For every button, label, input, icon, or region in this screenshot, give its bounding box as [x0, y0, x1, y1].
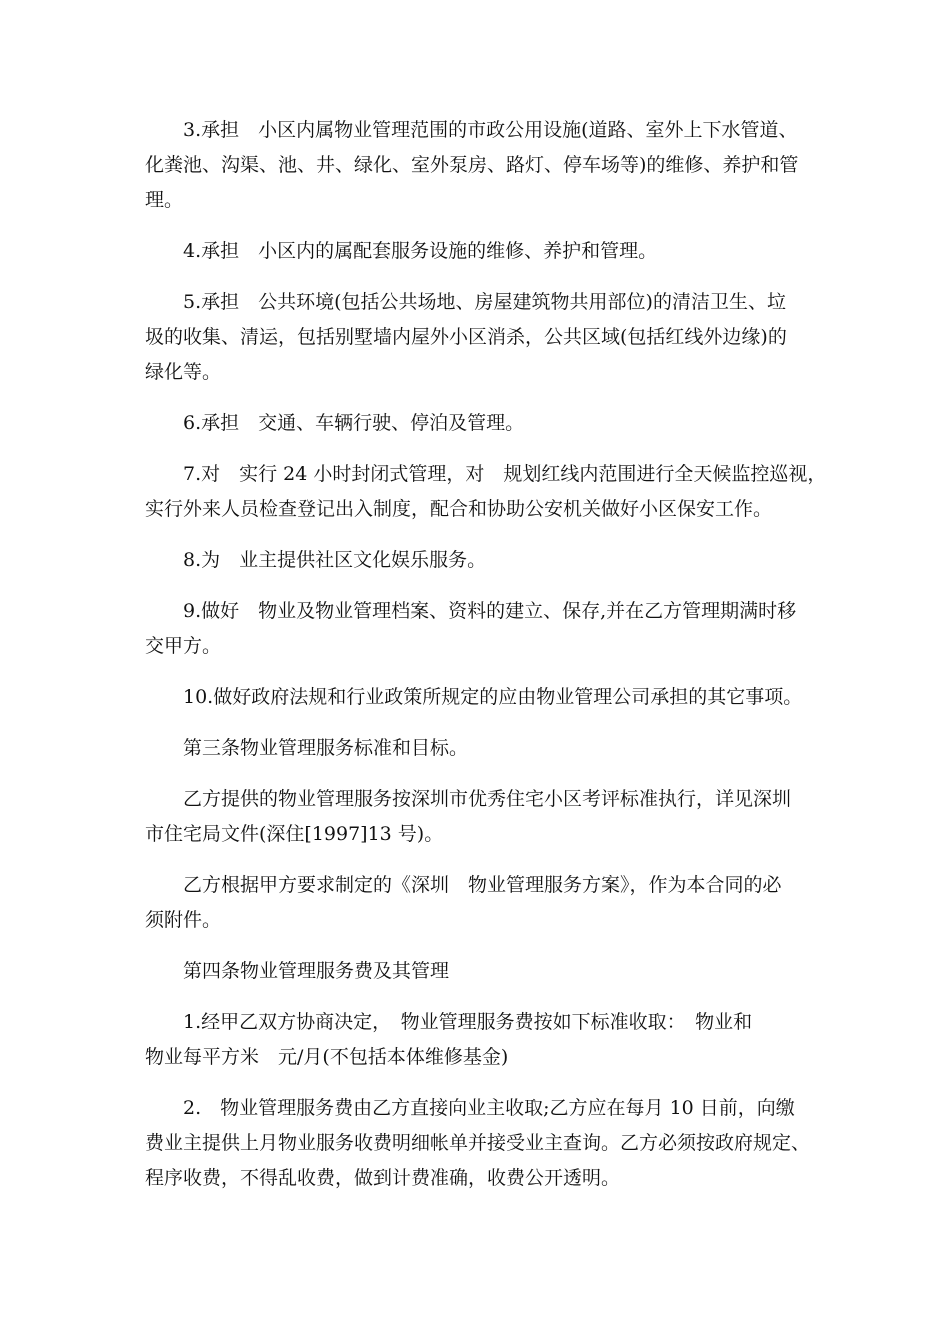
paragraph-article-4-clause-1 [145, 1005, 815, 1075]
text-line: 程序收费，不得乱收费，做到计费准确，收费公开透明。 [145, 1167, 621, 1189]
paragraph-clause-5 [145, 285, 815, 390]
paragraph-article-3-plan [145, 868, 815, 938]
paragraph-article-4-clause-2 [145, 1091, 815, 1196]
text-line: 乙方根据甲方要求制定的《深圳 物业管理服务方案》，作为本合同的必 [183, 874, 782, 896]
text-line: 理。 [145, 189, 184, 211]
text-line: 化粪池、沟渠、池、井、绿化、室外泵房、路灯、停车场等)的维修、养护和管 [145, 154, 799, 176]
text-line: 绿化等。 [145, 361, 222, 383]
text-line: 8.为 业主提供社区文化娱乐服务。 [183, 549, 487, 571]
text-line: 须附件。 [145, 909, 222, 931]
text-line: 7.对 实行 24 小时封闭式管理，对 规划红线内范围进行全天候监控巡视， [183, 463, 827, 485]
paragraph-article-3-standard [145, 782, 815, 852]
paragraph-clause-7 [145, 457, 827, 527]
paragraph-clause-8 [145, 543, 815, 578]
document-body [145, 113, 827, 1212]
text-line: 第四条物业管理服务费及其管理 [183, 960, 450, 982]
paragraph-clause-3 [145, 113, 815, 218]
paragraph-clause-6 [145, 406, 815, 441]
text-line: 2. 物业管理服务费由乙方直接向业主收取;乙方应在每月 10 日前，向缴 [183, 1097, 795, 1119]
text-line: 交甲方。 [145, 635, 222, 657]
text-line: 乙方提供的物业管理服务按深圳市优秀住宅小区考评标准执行，详见深圳 [183, 788, 792, 810]
text-line: 3.承担 小区内属物业管理范围的市政公用设施(道路、室外上下水管道、 [183, 119, 798, 141]
text-line: 10.做好政府法规和行业政策所规定的应由物业管理公司承担的其它事项。 [183, 686, 803, 708]
text-line: 物业每平方米 元/月(不包括本体维修基金) [145, 1046, 509, 1068]
paragraph-clause-4 [145, 234, 815, 269]
text-line: 5.承担 公共环境(包括公共场地、房屋建筑物共用部位)的清洁卫生、垃 [183, 291, 786, 313]
text-line: 第三条物业管理服务标准和目标。 [183, 737, 469, 759]
paragraph-clause-10 [145, 680, 815, 715]
text-line: 9.做好 物业及物业管理档案、资料的建立、保存,并在乙方管理期满时移 [183, 600, 797, 622]
text-line: 4.承担 小区内的属配套服务设施的维修、养护和管理。 [183, 240, 658, 262]
text-line: 6.承担 交通、车辆行驶、停泊及管理。 [183, 412, 525, 434]
text-line: 圾的收集、清运，包括别墅墙内屋外小区消杀，公共区域(包括红线外边缘)的 [145, 326, 787, 348]
text-line: 实行外来人员检查登记出入制度，配合和协助公安机关做好小区保安工作。 [145, 498, 773, 520]
text-line: 费业主提供上月物业服务收费明细帐单并接受业主查询。乙方必须按政府规定、 [145, 1132, 811, 1154]
text-line: 1.经甲乙双方协商决定， 物业管理服务费按如下标准收取： 物业和 [183, 1011, 753, 1033]
text-line: 市住宅局文件(深住[1997]13 号)。 [145, 823, 444, 845]
paragraph-article-3-title [145, 731, 815, 766]
paragraph-clause-9 [145, 594, 815, 664]
paragraph-article-4-title [145, 954, 815, 989]
